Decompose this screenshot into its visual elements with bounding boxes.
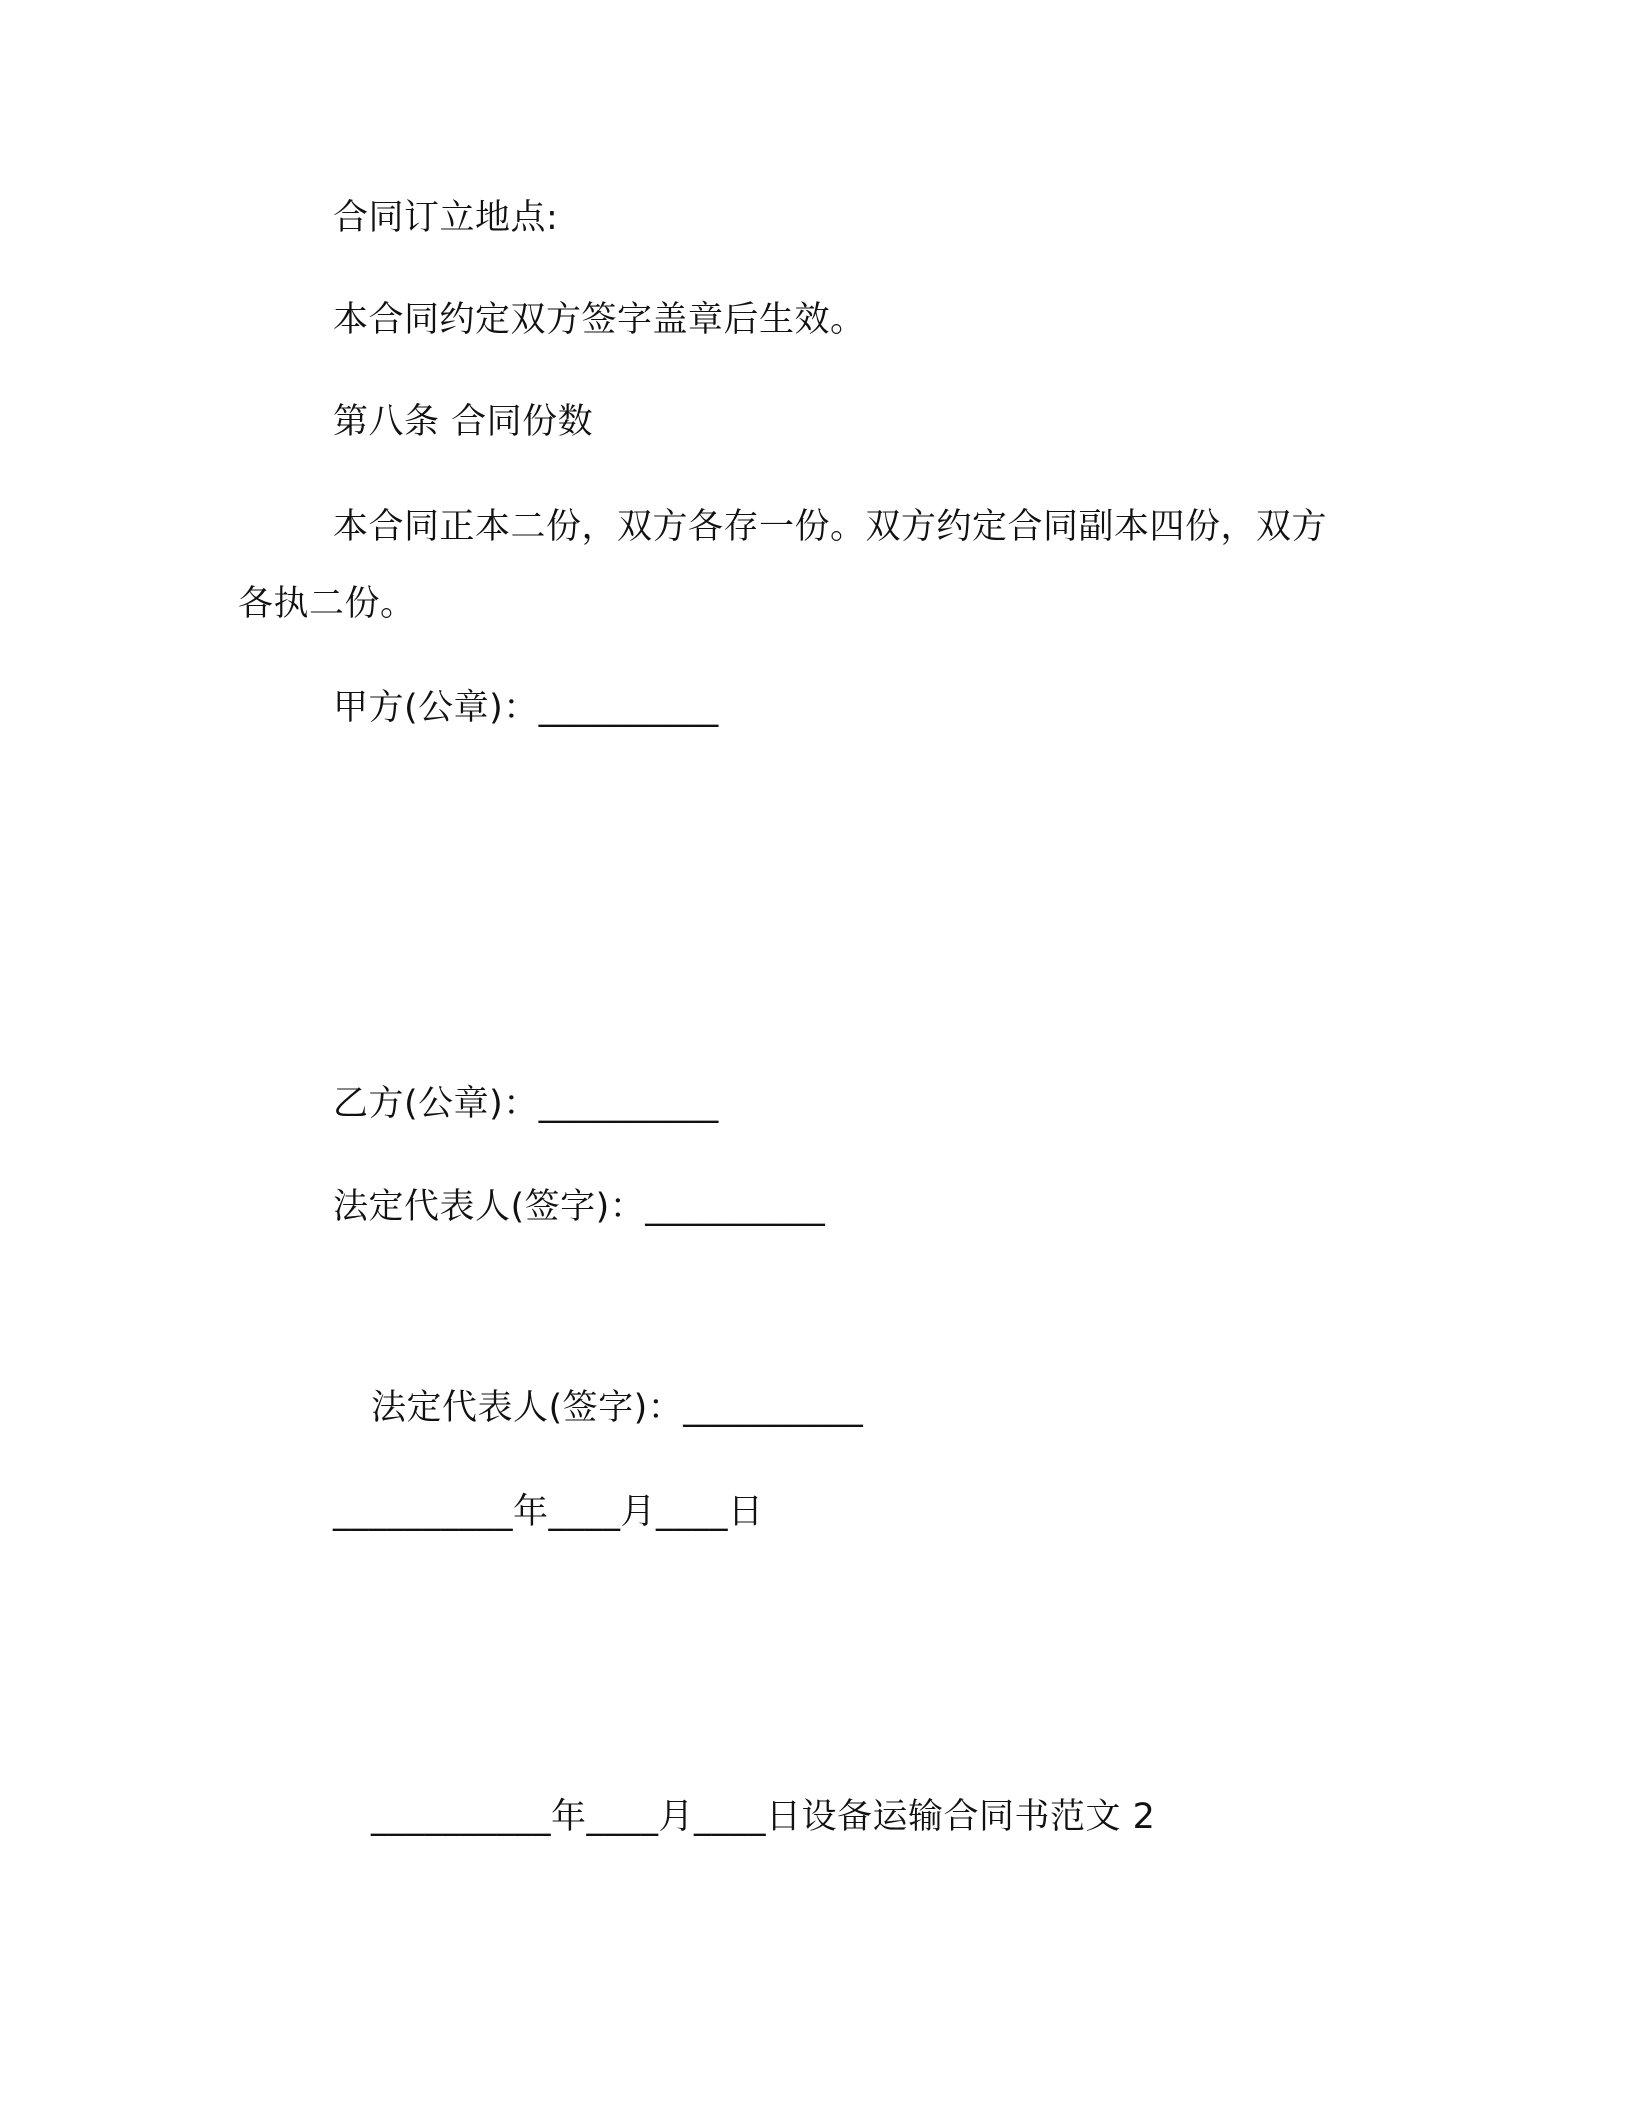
party-b-seal-field: 乙方(公章)：__________ [333,1084,719,1124]
party-a-seal-field: 甲方(公章)：__________ [333,688,719,728]
legal-representative-signature-2: 法定代表人(签字)：__________ [371,1388,864,1428]
article-eight-heading: 第八条 合同份数 [333,402,594,442]
date-line-2-with-title: __________年____月____日设备运输合同书范文 2 [371,1797,1156,1837]
copies-clause-line-2: 各执二份。 [238,584,416,624]
effective-clause: 本合同约定双方签字盖章后生效。 [333,300,866,340]
date-line-1: __________年____月____日 [333,1492,764,1532]
contract-place-label: 合同订立地点: [333,198,559,238]
legal-representative-signature-1: 法定代表人(签字)：__________ [333,1187,826,1227]
copies-clause-line-1: 本合同正本二份，双方各存一份。双方约定合同副本四份，双方 [333,507,1328,547]
